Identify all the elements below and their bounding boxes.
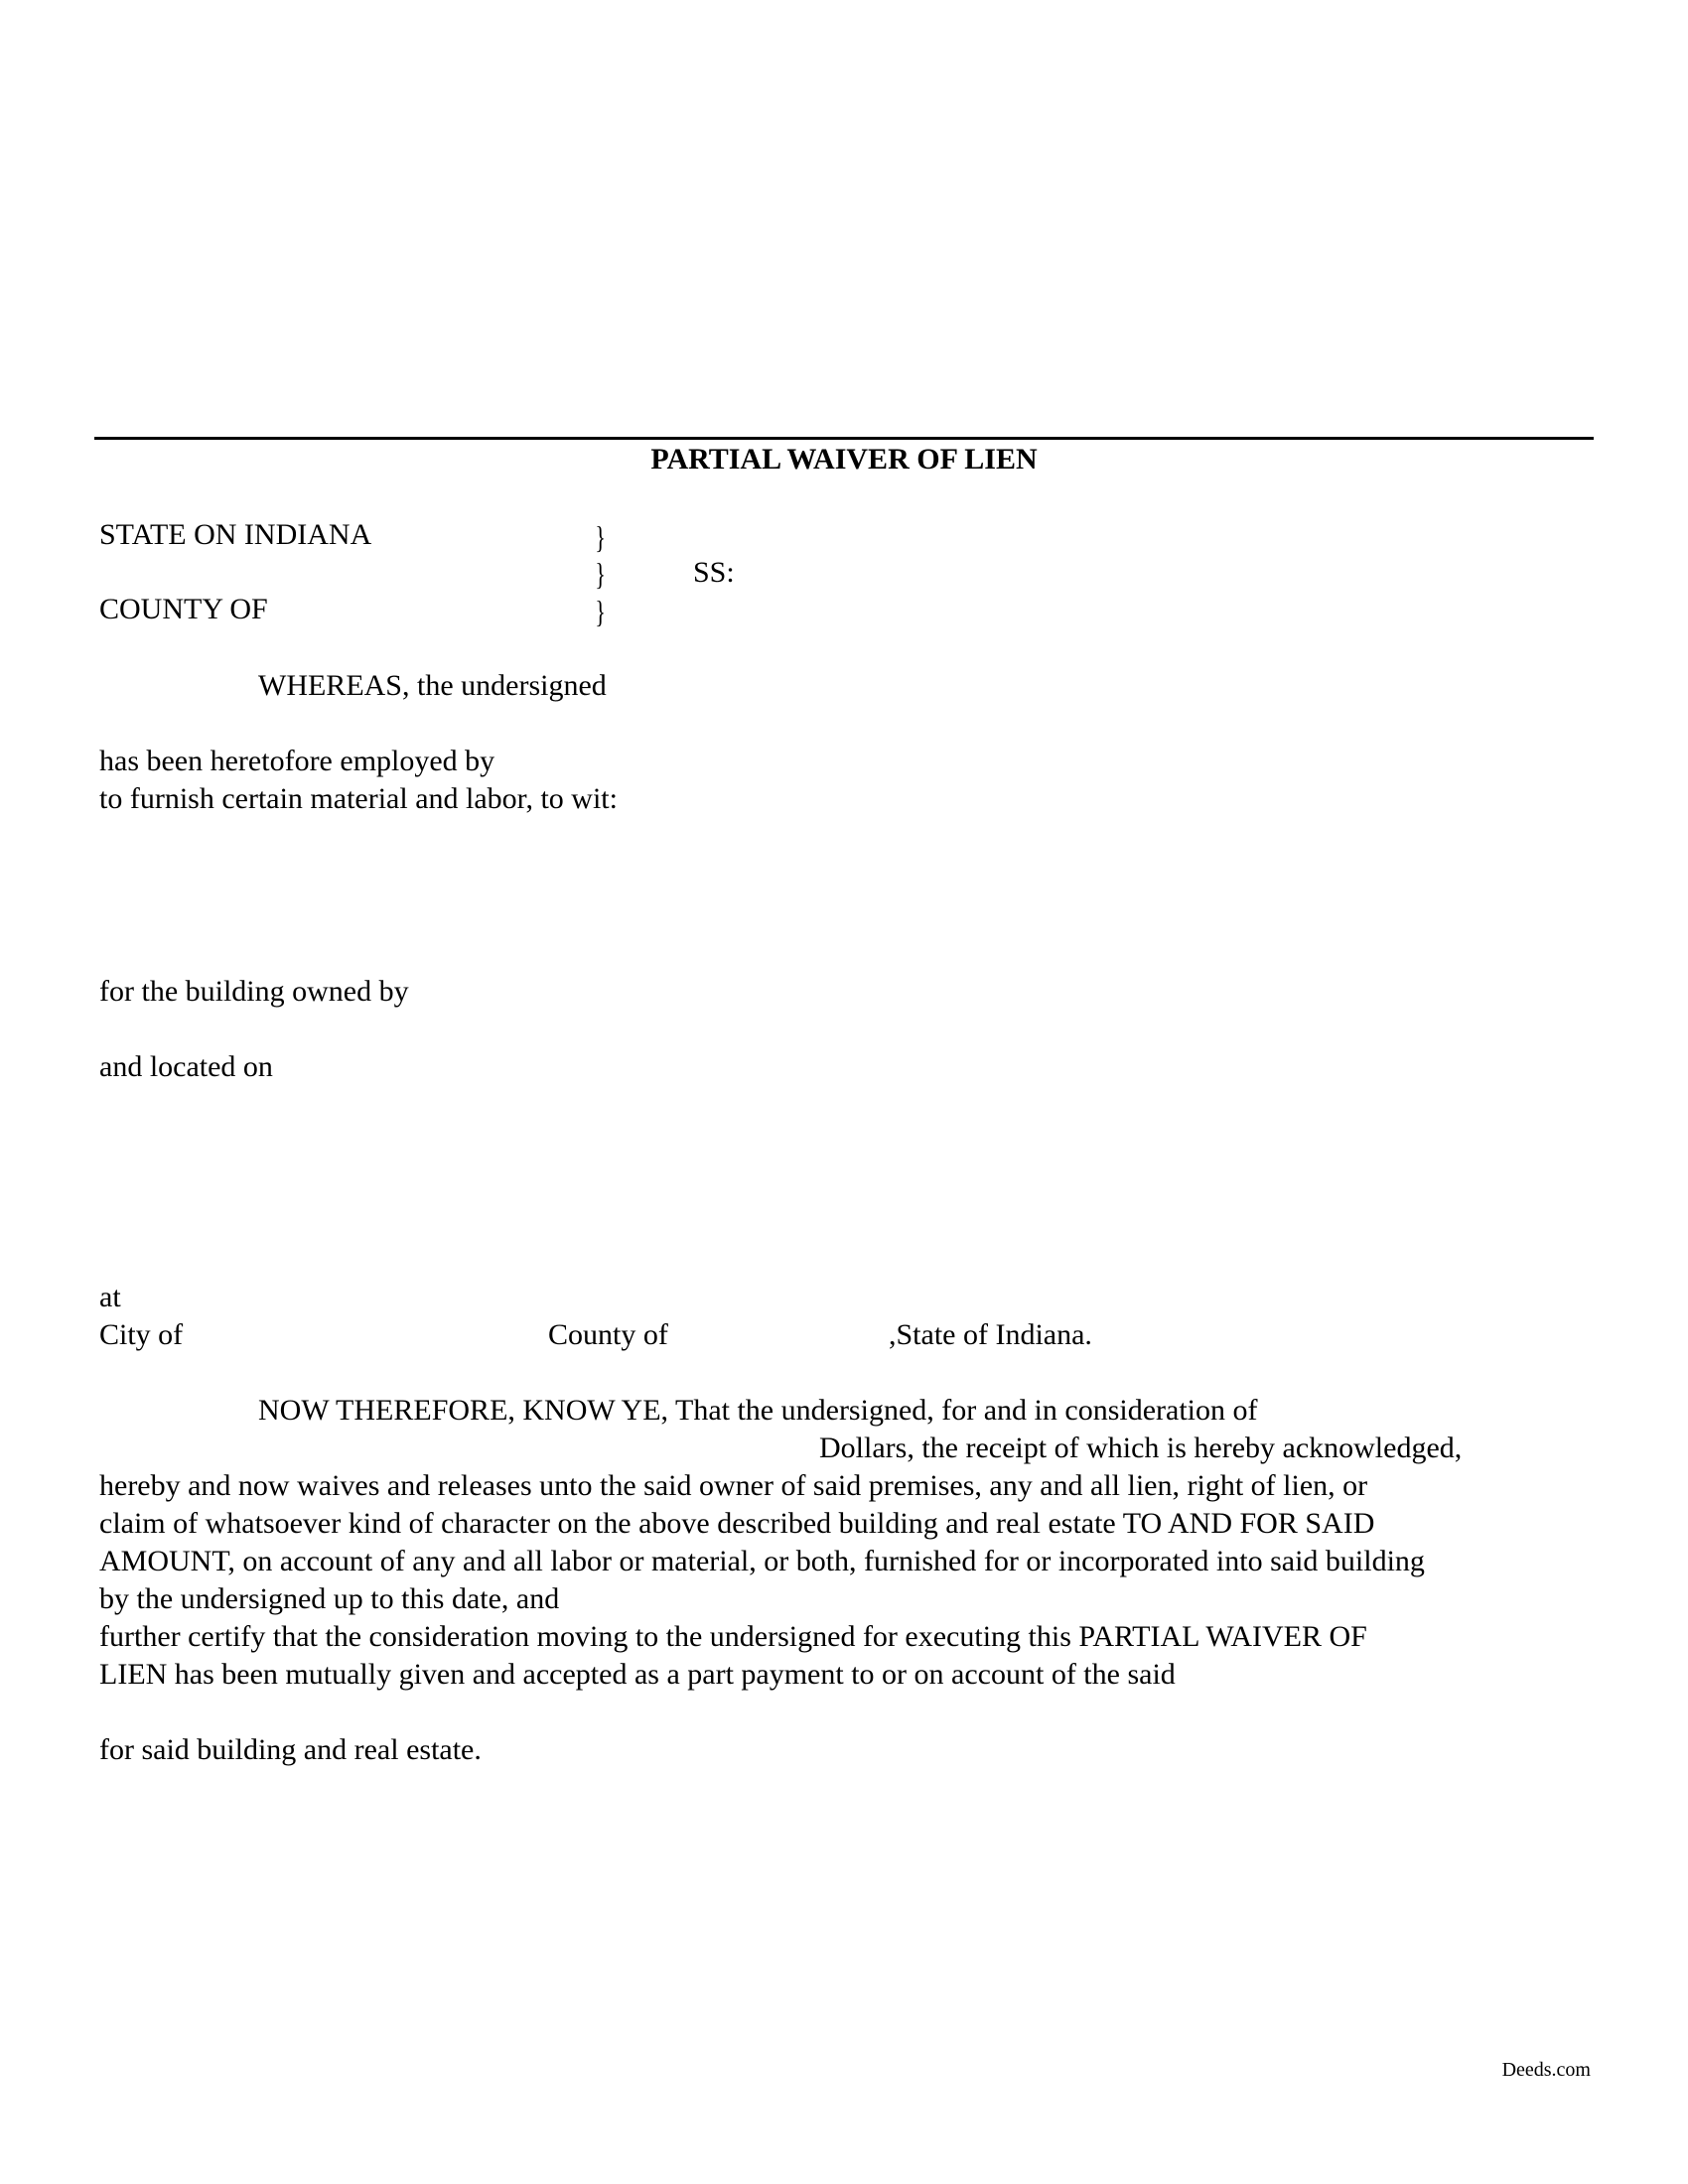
- body-line-5: AMOUNT, on account of any and all labor or material, or both, furnished for or incorporated into said building: [99, 1545, 1425, 1577]
- employed-by-text: has been heretofore employed by: [99, 745, 495, 777]
- header-rule: [94, 437, 1594, 440]
- body-line-4: claim of whatsoever kind of character on the above described building and real estate TO AND FOR SAID: [99, 1507, 1375, 1540]
- body-line-2: Dollars, the receipt of which is hereby acknowledged,: [819, 1432, 1463, 1464]
- at-text: at: [99, 1281, 121, 1313]
- located-on-text: and located on: [99, 1050, 273, 1083]
- body-line-3: hereby and now waives and releases unto the said owner of said premises, any and all lien, right of lien, or: [99, 1469, 1368, 1502]
- state-label: STATE ON INDIANA: [99, 518, 372, 551]
- body-line-1: NOW THEREFORE, KNOW YE, That the undersigned, for and in consideration of: [258, 1394, 1258, 1427]
- county-label: COUNTY OF: [99, 593, 268, 625]
- brace-3: }: [595, 594, 607, 629]
- brace-2: }: [595, 556, 607, 592]
- body-line-9: for said building and real estate.: [99, 1733, 482, 1766]
- body-line-6: by the undersigned up to this date, and: [99, 1582, 560, 1615]
- city-of-label: City of: [99, 1318, 184, 1351]
- county-of-label: County of: [548, 1318, 668, 1351]
- body-line-7: further certify that the consideration moving to the undersigned for executing this PARTIAL WAIVER OF: [99, 1620, 1367, 1653]
- whereas-text: WHEREAS, the undersigned: [258, 669, 607, 702]
- footer-brand: Deeds.com: [1501, 2059, 1591, 2081]
- furnish-text: to furnish certain material and labor, to wit:: [99, 782, 618, 815]
- building-owned-by-text: for the building owned by: [99, 975, 409, 1008]
- state-of-indiana-text: ,State of Indiana.: [889, 1318, 1092, 1351]
- document-title: PARTIAL WAIVER OF LIEN: [650, 443, 1038, 476]
- ss-label: SS:: [693, 556, 735, 589]
- body-line-8: LIEN has been mutually given and accepted as a part payment to or on account of the said: [99, 1658, 1176, 1691]
- brace-1: }: [595, 519, 607, 555]
